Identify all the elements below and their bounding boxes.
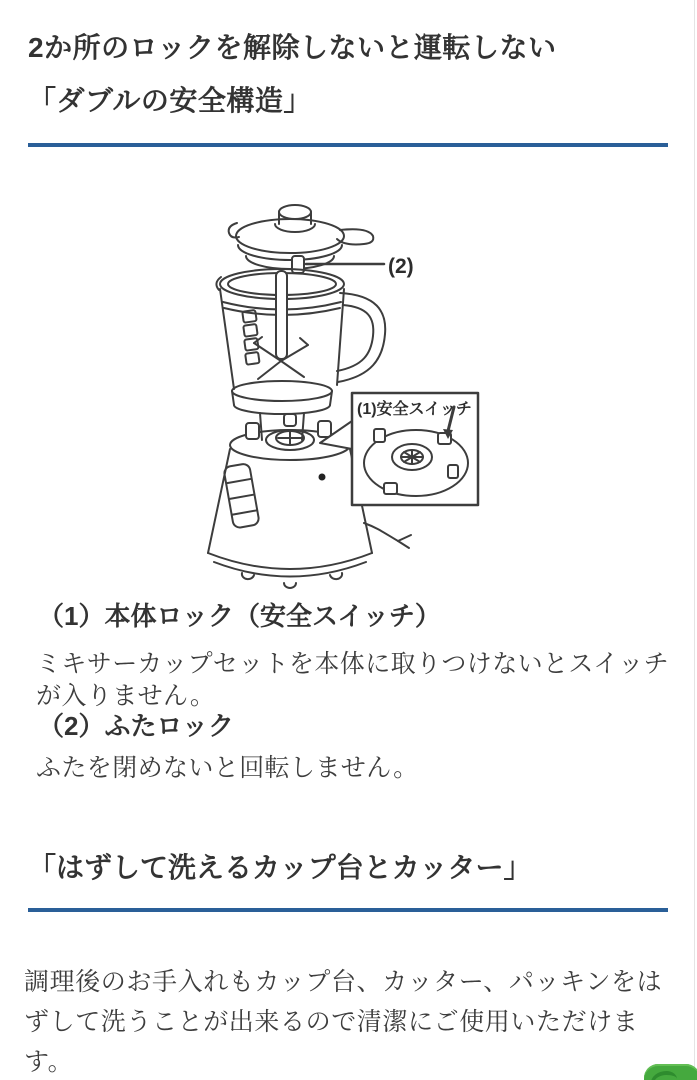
lid-lock-label: (2) <box>388 255 414 278</box>
section2-heading: 「はずして洗えるカップ台とカッター」 <box>28 852 532 883</box>
item1-body-line1: ミキサーカップセットを本体に取りつけないとスイッチ <box>36 650 670 678</box>
section2-body-line2: ずして洗うことが出来るので清潔にご使用いただけます。 <box>24 1008 639 1076</box>
section1-heading <box>28 28 668 121</box>
section2-body-line1: 調理後のお手入れもカップ台、カッター、パッキンをは <box>24 968 663 996</box>
chat-float-button[interactable] <box>644 1064 697 1080</box>
item1-body-line2: が入りません。 <box>36 682 216 710</box>
item1-title: （1）本体ロック（安全スイッチ） <box>38 601 441 631</box>
page-right-border <box>694 0 695 1080</box>
safety-switch-label: (1)安全スイッチ <box>357 401 472 418</box>
item1-body <box>36 648 684 712</box>
section1-heading-line1: 2か所のロックを解除しないと運転しない <box>28 32 557 63</box>
section1-divider <box>28 143 668 147</box>
safety-switch-dot <box>319 474 326 481</box>
section2-body <box>24 962 684 1080</box>
section2-divider <box>28 908 668 912</box>
item2-body: ふたを閉めないと回転しません。 <box>36 754 419 782</box>
blender-diagram <box>190 193 500 593</box>
chat-float-button-icon <box>651 1071 677 1080</box>
safety-switch-callout <box>320 393 478 505</box>
section1-heading-line2: 「ダブルの安全構造」 <box>28 85 312 116</box>
item2-title: （2）ふたロック <box>38 711 234 741</box>
